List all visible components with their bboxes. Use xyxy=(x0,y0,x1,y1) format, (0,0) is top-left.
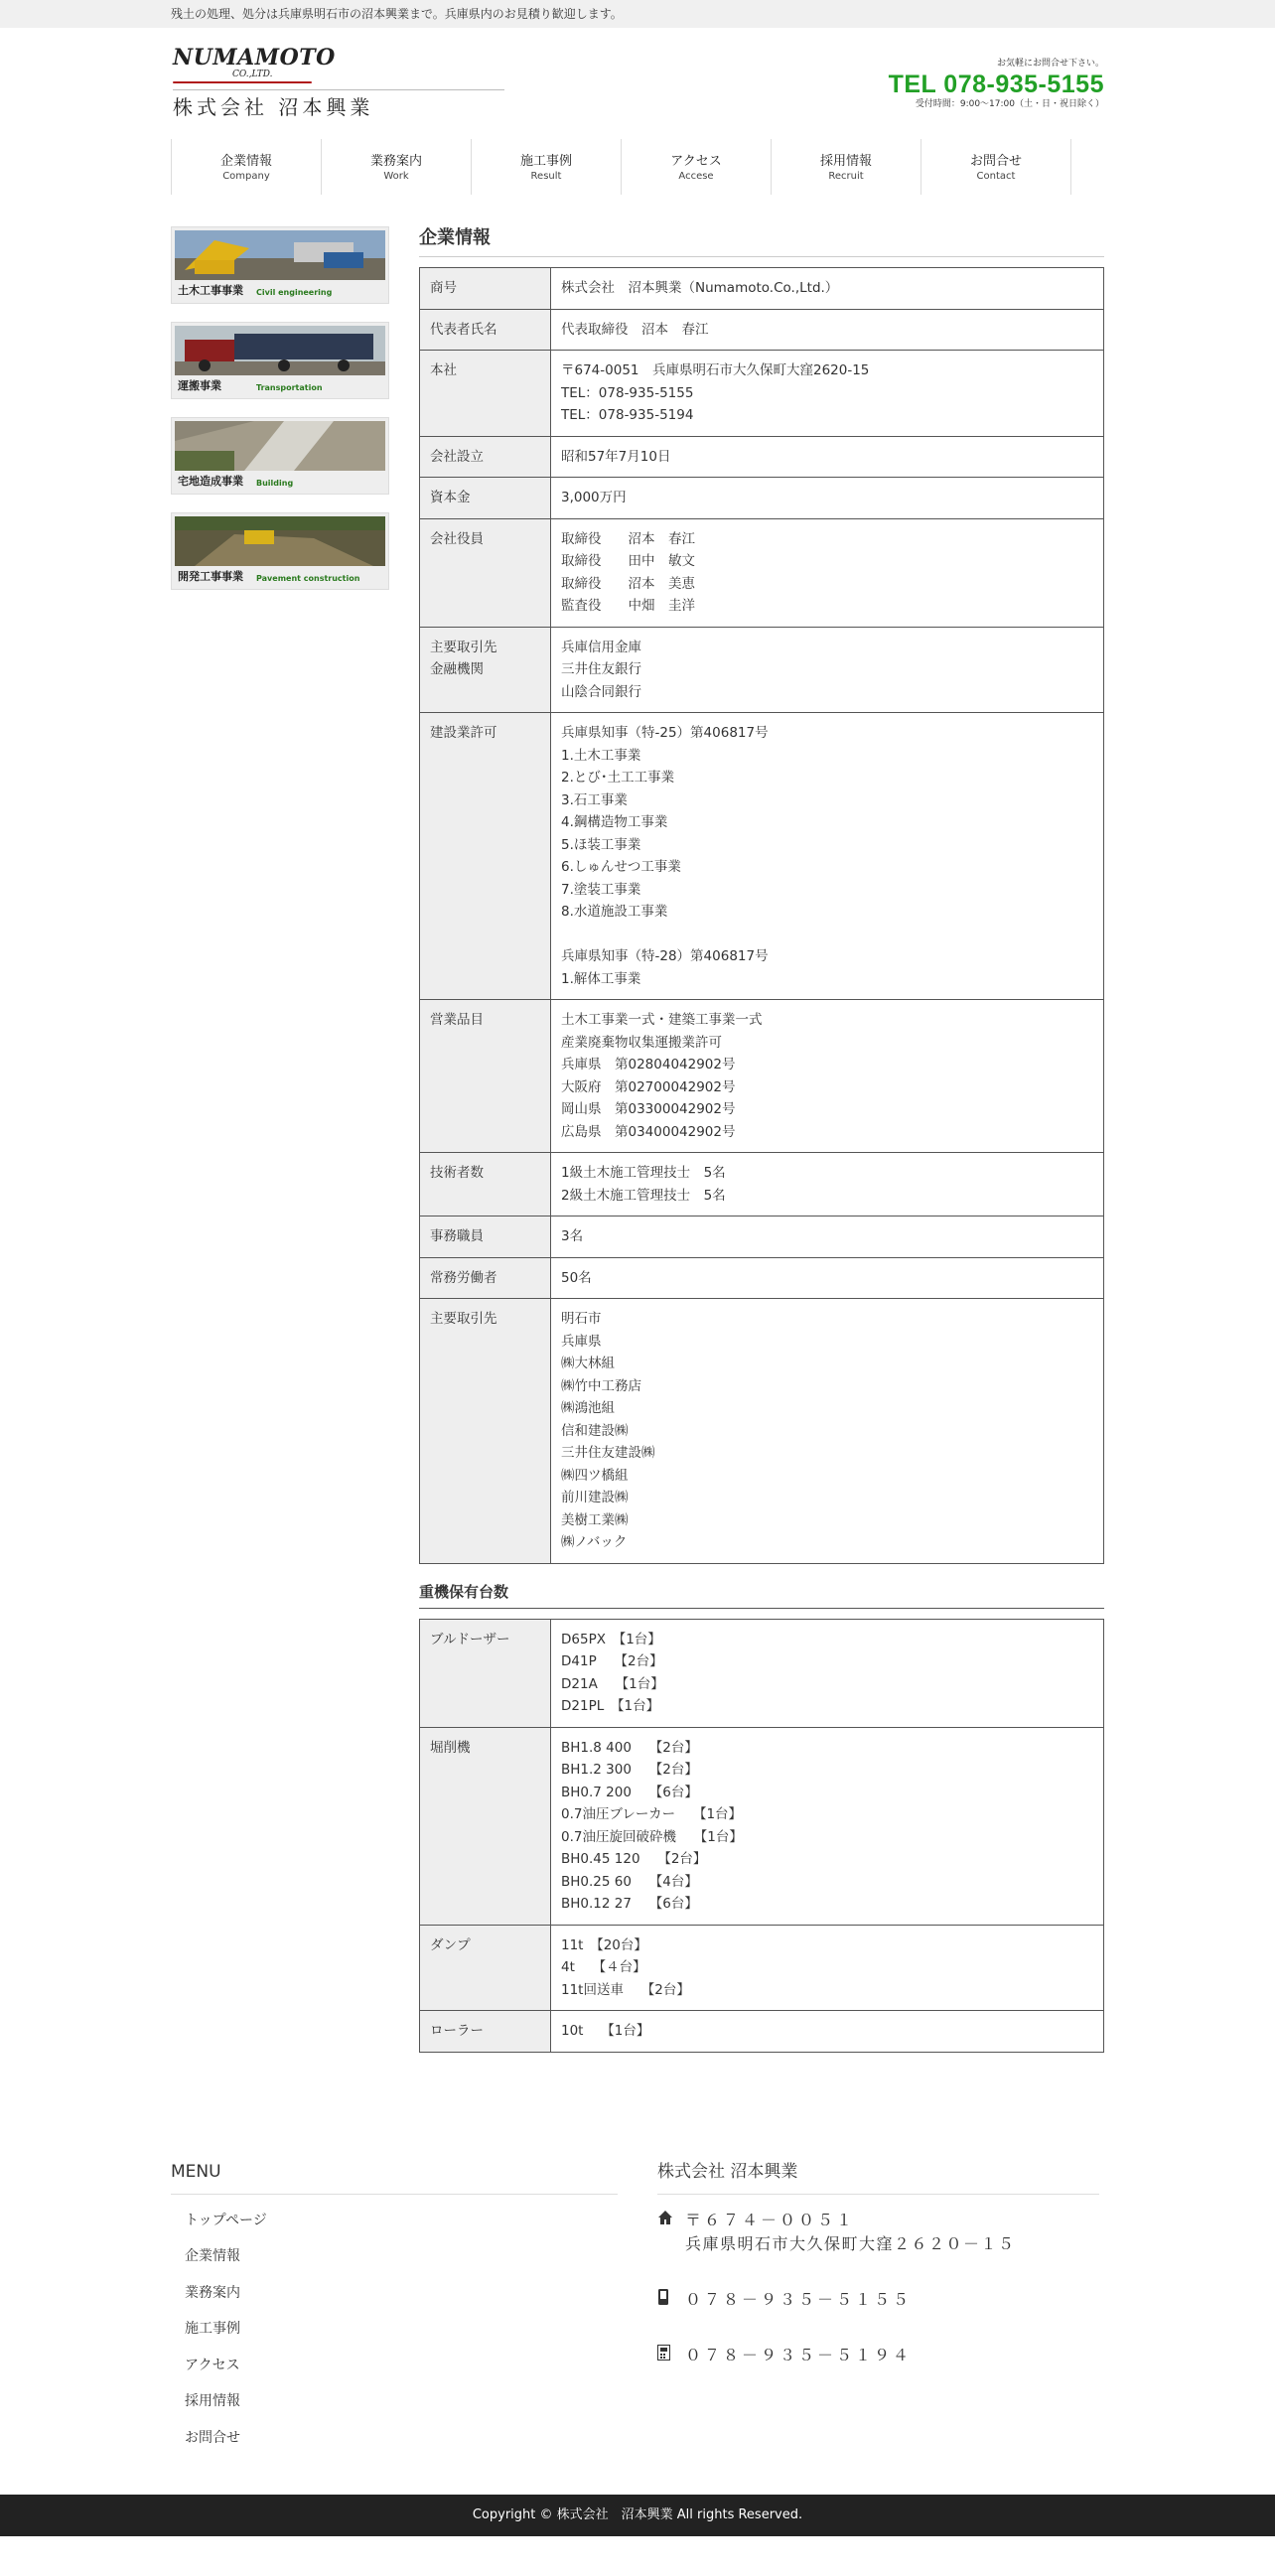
row-header-line: 常務労働者 xyxy=(430,1269,497,1286)
footer-tel-number[interactable]: ０７８－９３５－５１５５ xyxy=(685,2289,913,2309)
footer-address-postcode: 〒６７４－００５１ xyxy=(685,2210,856,2229)
machines-table xyxy=(419,1619,1104,2053)
row-value-line: 三井住友銀行 xyxy=(561,661,641,677)
row-value-line: 兵庫県知事（特-28）第406817号 xyxy=(561,948,769,964)
sidebar xyxy=(171,226,389,2053)
main-content xyxy=(419,226,1104,2053)
sidebar-card-pavement[interactable] xyxy=(171,512,389,590)
row-header xyxy=(420,309,551,351)
table-row xyxy=(420,1000,1104,1153)
row-value-line: BH0.25 60 【4台】 xyxy=(561,1873,698,1890)
nav-recruit[interactable] xyxy=(772,139,921,195)
footer-menu-item[interactable]: お問合せ xyxy=(185,2429,240,2446)
row-header xyxy=(420,478,551,519)
table-row xyxy=(420,436,1104,478)
row-value-line: ㈱鴻池組 xyxy=(561,1400,615,1416)
row-header-line: ローラー xyxy=(430,2023,484,2039)
row-header-line: 商号 xyxy=(430,280,457,296)
table-row xyxy=(420,478,1104,519)
row-value-line: 4t 【４台】 xyxy=(561,1959,646,1975)
logo-co: CO.,LTD. xyxy=(232,70,273,79)
row-header-line: ブルドーザー xyxy=(430,1631,510,1647)
row-header xyxy=(420,436,551,478)
company-info-title: 企業情報 xyxy=(419,226,1104,257)
row-value-line: 11t 【20台】 xyxy=(561,1936,647,1953)
footer-fax xyxy=(657,2344,1099,2367)
row-value-line xyxy=(561,924,1093,946)
topbar xyxy=(0,0,1275,28)
row-header-line: ダンプ xyxy=(430,1936,471,1953)
sidebar-card-label: 運搬事業 xyxy=(178,379,221,392)
table-row xyxy=(420,1619,1104,1727)
transportation-photo xyxy=(175,326,385,375)
nav-sublabel: Recruit xyxy=(828,171,864,182)
footer-address-street: 兵庫県明石市大久保町大窪２６２０－１５ xyxy=(685,2233,1016,2253)
row-value-line: 取締役 沼本 美恵 xyxy=(561,575,695,592)
sidebar-card-civil[interactable] xyxy=(171,226,389,304)
nav-result[interactable] xyxy=(472,139,622,195)
row-header-line: 営業品目 xyxy=(430,1012,484,1028)
row-value-line: TEL：078-935-5194 xyxy=(561,407,694,423)
row-header-line: 会社設立 xyxy=(430,448,484,465)
row-value-line: BH0.45 120 【2台】 xyxy=(561,1851,707,1867)
row-value-line: 7.塗装工事業 xyxy=(561,881,641,898)
row-value-line: 取締役 沼本 春江 xyxy=(561,530,695,547)
nav-label: アクセス xyxy=(670,154,722,169)
row-value-line: 明石市 xyxy=(561,1311,602,1327)
row-header xyxy=(420,1000,551,1153)
footer-menu-item[interactable]: 施工事例 xyxy=(185,2321,240,2337)
row-value-line: 0.7油圧旋回破砕機 【1台】 xyxy=(561,1828,743,1845)
topbar-text: 残土の処理、処分は兵庫県明石市の沼本興業まで。兵庫県内のお見積り歓迎します。 xyxy=(171,7,623,21)
row-value-line: 11t回送車 【2台】 xyxy=(561,1981,690,1998)
table-row xyxy=(420,1153,1104,1216)
nav-contact[interactable] xyxy=(921,139,1071,195)
row-value-line: 8.水道施設工事業 xyxy=(561,904,668,920)
building-photo xyxy=(175,421,385,471)
sidebar-card-label: 宅地造成事業 xyxy=(178,475,243,488)
table-row xyxy=(420,2011,1104,2053)
row-header xyxy=(420,1216,551,1258)
sidebar-card-sublabel: Building xyxy=(256,479,294,488)
nav-sublabel: Contact xyxy=(976,171,1016,182)
nav-sublabel: Accese xyxy=(678,171,714,182)
table-row xyxy=(420,1925,1104,2011)
site-header xyxy=(171,28,1104,182)
table-row xyxy=(420,1257,1104,1299)
table-row xyxy=(420,627,1104,713)
row-value-line: D41P 【2台】 xyxy=(561,1653,663,1669)
nav-label: 企業情報 xyxy=(219,154,272,169)
nav-sublabel: Work xyxy=(383,171,409,182)
row-value-line: 5.ほ装工事業 xyxy=(561,836,641,853)
table-row xyxy=(420,713,1104,1000)
row-value-line: BH1.2 300 【2台】 xyxy=(561,1762,698,1778)
table-row xyxy=(420,309,1104,351)
row-header-line: 主要取引先 xyxy=(430,639,497,655)
copyright-text: Copyright © 株式会社 沼本興業 All rights Reserved. xyxy=(472,2507,803,2522)
row-value-line: 広島県 第03400042902号 xyxy=(561,1123,736,1140)
row-value xyxy=(551,713,1104,1000)
row-value-line: 前川建設㈱ xyxy=(561,1490,629,1505)
footer-tel xyxy=(657,2288,1099,2312)
nav-access[interactable] xyxy=(622,139,772,195)
row-value-line: ㈱四ツ橋組 xyxy=(561,1467,629,1484)
contact-invite: お気軽にお問合せ下さい。 xyxy=(996,59,1104,69)
row-value xyxy=(551,268,1104,310)
footer-menu-item[interactable]: 企業情報 xyxy=(185,2248,240,2264)
mobile-phone-icon xyxy=(657,2288,685,2312)
row-header xyxy=(420,1727,551,1925)
row-value xyxy=(551,627,1104,713)
row-value xyxy=(551,1619,1104,1727)
row-value-line: 50名 xyxy=(561,1269,592,1286)
table-row xyxy=(420,518,1104,627)
row-header-line: 建設業許可 xyxy=(430,725,497,741)
row-header-line: 堀削機 xyxy=(430,1739,471,1756)
footer-address xyxy=(657,2209,1099,2256)
contact-hours: 受付時間：9:00〜17:00（土・日・祝日除く） xyxy=(915,99,1104,109)
row-value-line: 2級土木施工管理技士 5名 xyxy=(561,1187,726,1204)
row-value-line: 兵庫県 第02804042902号 xyxy=(561,1057,736,1073)
row-value xyxy=(551,1000,1104,1153)
nav-sublabel: Result xyxy=(530,171,562,182)
row-value xyxy=(551,1257,1104,1299)
sidebar-card-transport[interactable] xyxy=(171,322,389,399)
row-header-line: 代表者氏名 xyxy=(430,321,497,338)
table-row xyxy=(420,1299,1104,1564)
row-value xyxy=(551,1727,1104,1925)
logo-swoosh xyxy=(173,81,312,83)
row-value-line: 美樹工業㈱ xyxy=(561,1511,629,1528)
nav-label: お問合せ xyxy=(969,154,1022,169)
home-icon xyxy=(657,2209,685,2256)
row-header-line: 技術者数 xyxy=(430,1165,484,1181)
row-value-line: 兵庫信用金庫 xyxy=(561,639,641,655)
row-value-line: 3名 xyxy=(561,1228,584,1244)
row-value-line: 10t 【1台】 xyxy=(561,2023,650,2039)
row-header xyxy=(420,1299,551,1564)
fax-icon xyxy=(657,2344,685,2367)
row-value-line: 岡山県 第03300042902号 xyxy=(561,1101,736,1117)
footer-menu-item[interactable]: 採用情報 xyxy=(185,2393,240,2409)
row-value-line: D21A 【1台】 xyxy=(561,1675,664,1692)
row-value-line: 土木工事業一式・建築工事業一式 xyxy=(561,1012,763,1028)
logo-company-name: 株式会社 沼本興業 xyxy=(173,95,374,119)
row-value-line: BH0.12 27 【6台】 xyxy=(561,1896,698,1912)
header-contact xyxy=(889,58,1104,110)
row-value xyxy=(551,1299,1104,1564)
row-value-line: 山陰合同銀行 xyxy=(561,683,641,700)
sidebar-card-label: 開発工事事業 xyxy=(178,570,243,583)
row-value-line: 大阪府 第02700042902号 xyxy=(561,1078,736,1095)
row-header-line: 本社 xyxy=(430,362,457,378)
row-value-line: TEL：078-935-5155 xyxy=(561,384,694,401)
row-value xyxy=(551,1925,1104,2011)
table-row xyxy=(420,351,1104,437)
row-header xyxy=(420,2011,551,2053)
footer-menu xyxy=(171,2209,657,2450)
nav-label: 採用情報 xyxy=(819,154,872,169)
row-value xyxy=(551,436,1104,478)
row-value-line: D21PL 【1台】 xyxy=(561,1698,660,1714)
sidebar-card-sublabel: Pavement construction xyxy=(256,574,360,583)
civil-engineering-photo xyxy=(175,230,385,280)
nav-label: 業務案内 xyxy=(369,154,422,169)
row-value xyxy=(551,1216,1104,1258)
row-value-line: 3.石工事業 xyxy=(561,791,628,808)
row-header xyxy=(420,518,551,627)
table-row xyxy=(420,1216,1104,1258)
footer-fax-number: ０７８－９３５－５１９４ xyxy=(685,2345,913,2364)
row-header xyxy=(420,1619,551,1727)
row-value xyxy=(551,518,1104,627)
row-value-line: 代表取締役 沼本 春江 xyxy=(561,321,709,338)
machines-title: 重機保有台数 xyxy=(419,1582,1104,1609)
row-value-line: 1.解体工事業 xyxy=(561,970,641,987)
row-header xyxy=(420,1257,551,1299)
contact-tel[interactable]: TEL 078-935-5155 xyxy=(888,71,1104,98)
site-logo[interactable] xyxy=(173,46,504,120)
row-header xyxy=(420,351,551,437)
row-value-line: 三井住友建設㈱ xyxy=(561,1445,655,1461)
nav-sublabel: Company xyxy=(222,171,270,182)
footer-menu-title: MENU xyxy=(171,2160,618,2195)
row-header xyxy=(420,268,551,310)
footer-menu-item[interactable]: トップページ xyxy=(185,2212,267,2228)
row-value-line: 6.しゅんせつ工事業 xyxy=(561,859,681,875)
row-value-line: D65PX 【1台】 xyxy=(561,1631,661,1647)
row-header xyxy=(420,1925,551,2011)
row-value-line: 0.7油圧ブレーカー 【1台】 xyxy=(561,1806,743,1822)
nav-label: 施工事例 xyxy=(519,154,572,169)
row-value-line: BH1.8 400 【2台】 xyxy=(561,1739,698,1756)
row-value-line: ㈱ノバック xyxy=(561,1534,628,1550)
row-value-line: 〒674-0051 兵庫県明石市大久保町大窪2620-15 xyxy=(561,362,870,378)
footer-menu-section xyxy=(171,2160,657,2463)
sidebar-card-building[interactable] xyxy=(171,417,389,495)
row-header-line: 会社役員 xyxy=(430,530,484,547)
sidebar-card-label: 土木工事事業 xyxy=(178,284,243,297)
row-value-line: 兵庫県 xyxy=(561,1333,602,1350)
row-value-line: 兵庫県知事（特-25）第406817号 xyxy=(561,725,769,741)
row-header xyxy=(420,627,551,713)
row-value-line: 監査役 中畑 圭洋 xyxy=(561,598,695,614)
row-value-line: 産業廃棄物収集運搬業許可 xyxy=(561,1034,722,1051)
sidebar-card-sublabel: Transportation xyxy=(256,383,323,392)
footer-menu-item[interactable]: アクセス xyxy=(185,2357,240,2373)
row-header xyxy=(420,713,551,1000)
row-value xyxy=(551,351,1104,437)
row-value xyxy=(551,2011,1104,2053)
table-row xyxy=(420,1727,1104,1925)
row-value-line: ㈱大林組 xyxy=(561,1356,615,1371)
row-header-line: 資本金 xyxy=(430,490,471,505)
site-footer xyxy=(171,2160,1104,2463)
logo-divider xyxy=(173,89,504,90)
global-nav xyxy=(171,139,1071,195)
row-value-line: 昭和57年7月10日 xyxy=(561,448,671,465)
row-header-line: 事務職員 xyxy=(430,1228,484,1244)
pavement-construction-photo xyxy=(175,516,385,566)
row-value xyxy=(551,478,1104,519)
row-header xyxy=(420,1153,551,1216)
row-value-line: 取締役 田中 敏文 xyxy=(561,553,695,569)
nav-work[interactable] xyxy=(322,139,472,195)
row-value-line: 1.土木工事業 xyxy=(561,747,641,764)
row-header-line: 主要取引先 xyxy=(430,1311,497,1327)
row-value xyxy=(551,1153,1104,1216)
page-content xyxy=(171,226,1104,2053)
row-value-line: BH0.7 200 【6台】 xyxy=(561,1784,698,1800)
row-value-line: 3,000万円 xyxy=(561,490,627,505)
row-value-line: ㈱竹中工務店 xyxy=(561,1377,641,1394)
nav-company[interactable] xyxy=(172,139,322,195)
row-value xyxy=(551,309,1104,351)
table-row xyxy=(420,268,1104,310)
row-value-line: 2.とび･土工工事業 xyxy=(561,770,675,786)
row-value-line: 4.鋼構造物工事業 xyxy=(561,814,668,830)
footer-company-section xyxy=(657,2160,1099,2463)
row-header-line: 金融機関 xyxy=(430,661,484,677)
row-value-line: 1級土木施工管理技士 5名 xyxy=(561,1165,726,1181)
logo-mark: NUMAMOTO xyxy=(173,45,336,71)
row-value-line: 株式会社 沼本興業（Numamoto.Co.,Ltd.） xyxy=(561,280,839,296)
footer-menu-item[interactable]: 業務案内 xyxy=(185,2284,240,2301)
sidebar-card-sublabel: Civil engineering xyxy=(256,288,333,297)
footer-company-title: 株式会社 沼本興業 xyxy=(657,2160,1099,2195)
company-info-table xyxy=(419,267,1104,1564)
row-value-line: 信和建設㈱ xyxy=(561,1422,629,1439)
copyright-bar xyxy=(0,2495,1275,2536)
